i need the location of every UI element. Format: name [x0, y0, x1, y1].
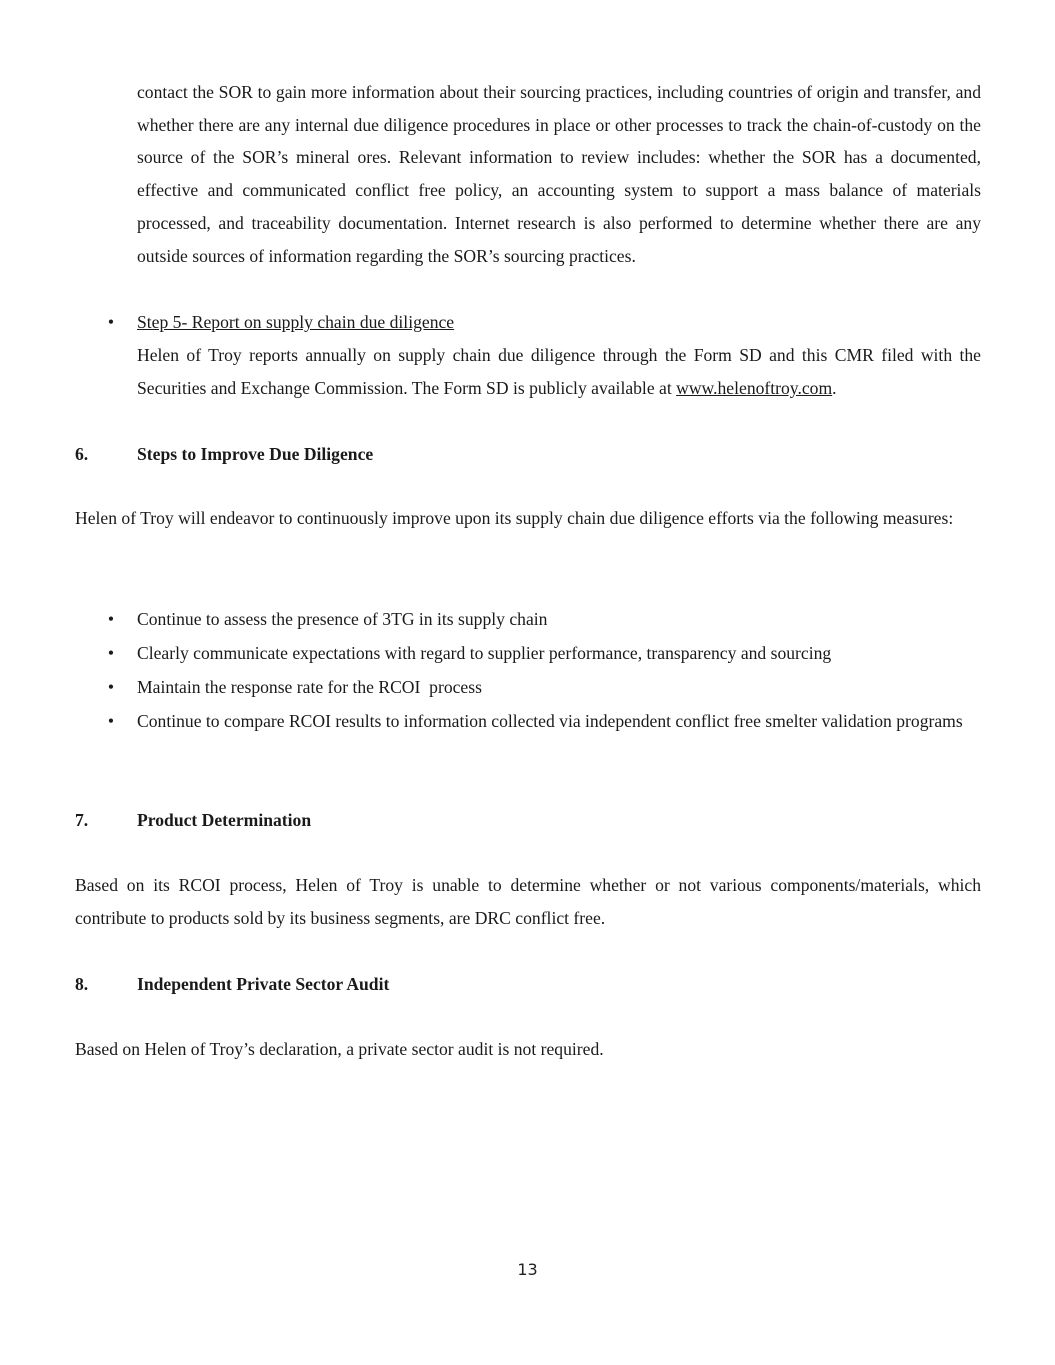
section8-number: 8. [75, 974, 89, 994]
continuation-paragraph: contact the SOR to gain more information about their sourcing practices, including countries of origin and transfer, and whether there are any internal due diligence procedures in place or other processes to track the chain-of-custody on the source of the SOR’s mineral ores. Relevant information to review includes: whether the SOR has a documented, effective and communicated conflict free policy, an accounting system to support a mass balance of materials processed, and traceability documentation. Internet research is also performed to determine whether there are any outside sources of information regarding the SOR’s sourcing practices. [137, 82, 981, 266]
bullet-icon: • [107, 609, 115, 629]
section7-title: Product Determination [137, 810, 312, 830]
step5-body-prefix: Helen of Troy reports annually on supply chain due diligence through the Form SD and this CMR filed with the Securities and Exchange Commission. The Form SD is publicly available at [137, 345, 981, 398]
section8-body: Based on Helen of Troy’s declaration, a private sector audit is not required. [75, 1039, 604, 1059]
section8-title: Independent Private Sector Audit [137, 974, 390, 994]
section7-body: Based on its RCOI process, Helen of Troy is unable to determine whether or not various components/materials, which contribute to products sold by its business segments, are DRC conflict free. [75, 875, 981, 928]
page-number: 13 [517, 1260, 538, 1279]
section7-heading [75, 809, 311, 831]
section6-item-text: Continue to compare RCOI results to information collected via independent conflict free smelter validation programs [137, 711, 963, 731]
section6-heading [75, 443, 373, 465]
section6-item-text: Continue to assess the presence of 3TG in its supply chain [137, 609, 548, 629]
section6-number: 6. [75, 444, 89, 464]
section6-intro: Helen of Troy will endeavor to continuously improve upon its supply chain due diligence efforts via the following measures: [75, 508, 954, 528]
helenoftroy-link[interactable]: www.helenoftroy.com [676, 377, 833, 398]
section8-heading [75, 973, 389, 995]
bullet-icon: • [107, 711, 115, 731]
bullet-icon: • [107, 643, 115, 663]
section6-title: Steps to Improve Due Diligence [137, 444, 374, 464]
bullet-icon: • [107, 677, 115, 697]
bullet-icon: • [107, 312, 115, 332]
section6-item-text: Maintain the response rate for the RCOI process [137, 677, 482, 697]
step5-body-suffix: . [832, 377, 837, 398]
step5-body [137, 339, 981, 404]
step5-title: Step 5- Report on supply chain due diligence [137, 312, 455, 332]
section7-number: 7. [75, 810, 89, 830]
section6-item-text: Clearly communicate expectations with regard to supplier performance, transparency and sourcing [137, 643, 832, 663]
